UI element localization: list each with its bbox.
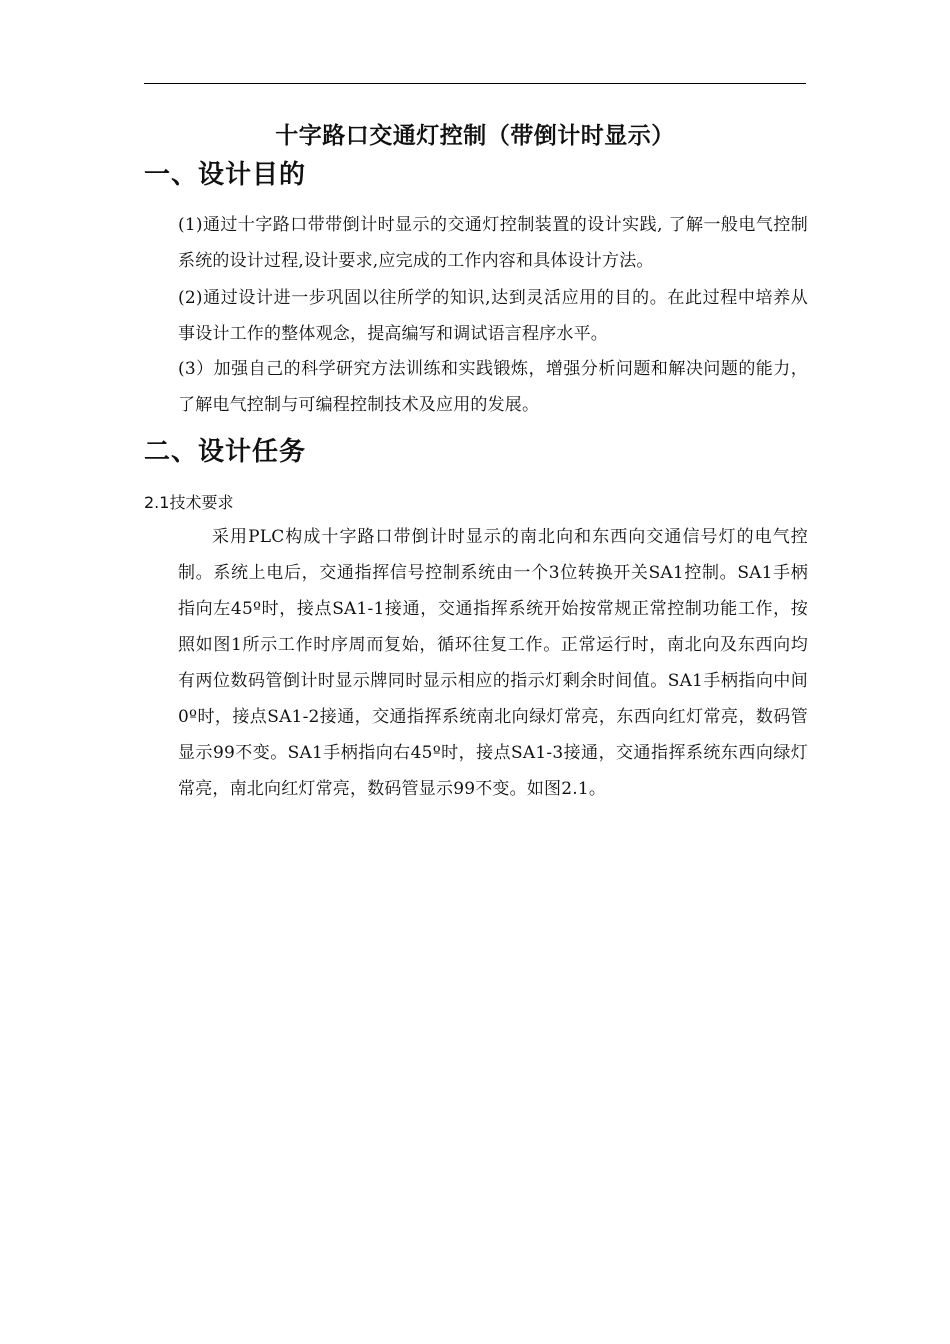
document-title: 十字路口交通灯控制（带倒计时显示）: [275, 123, 675, 149]
technical-requirements-body: 采用PLC构成十字路口带倒计时显示的南北向和东西向交通信号灯的电气控制。系统上电后，交通指挥信号控制系统由一个3位转换开关SA1控制。SA1手柄指向左45º时，接点SA1-1接通，交通指挥系统开始按常规正常控制功能工作，按照如图1所示工作时序周而复始，循环往复工作。正常运行时，南北向及东西向均有两位数码管倒计时显示牌同时显示相应的指示灯剩余时间值。SA1手柄指向中间0º时，接点SA1-2接通，交通指挥系统南北向绿灯常亮，东西向红灯常亮，数码管显示99不变。SA1手柄指向右45º时，接点SA1-3接通，交通指挥系统东西向绿灯常亮，南北向红灯常亮，数码管显示99不变。如图2.1。: [178, 527, 808, 799]
header-rule: [144, 83, 806, 84]
section-heading-design-purpose: 一、设计目的: [144, 160, 307, 190]
purpose-item-2: (2)通过设计进一步巩固以往所学的知识,达到灵活应用的目的。在此过程中培养从事设计工作的整体观念，提高编写和调试语言程序水平。: [178, 288, 808, 344]
subheading-technical-requirements: 2.1技术要求: [144, 493, 234, 512]
section-heading-design-task: 二、设计任务: [144, 437, 307, 467]
purpose-item-1: (1)通过十字路口带带倒计时显示的交通灯控制装置的设计实践, 了解一般电气控制系统的设计过程,设计要求,应完成的工作内容和具体设计方法。: [178, 215, 808, 271]
purpose-item-3: (3）加强自己的科学研究方法训练和实践锻炼，增强分析问题和解决问题的能力，了解电气控制与可编程控制技术及应用的发展。: [178, 359, 808, 415]
